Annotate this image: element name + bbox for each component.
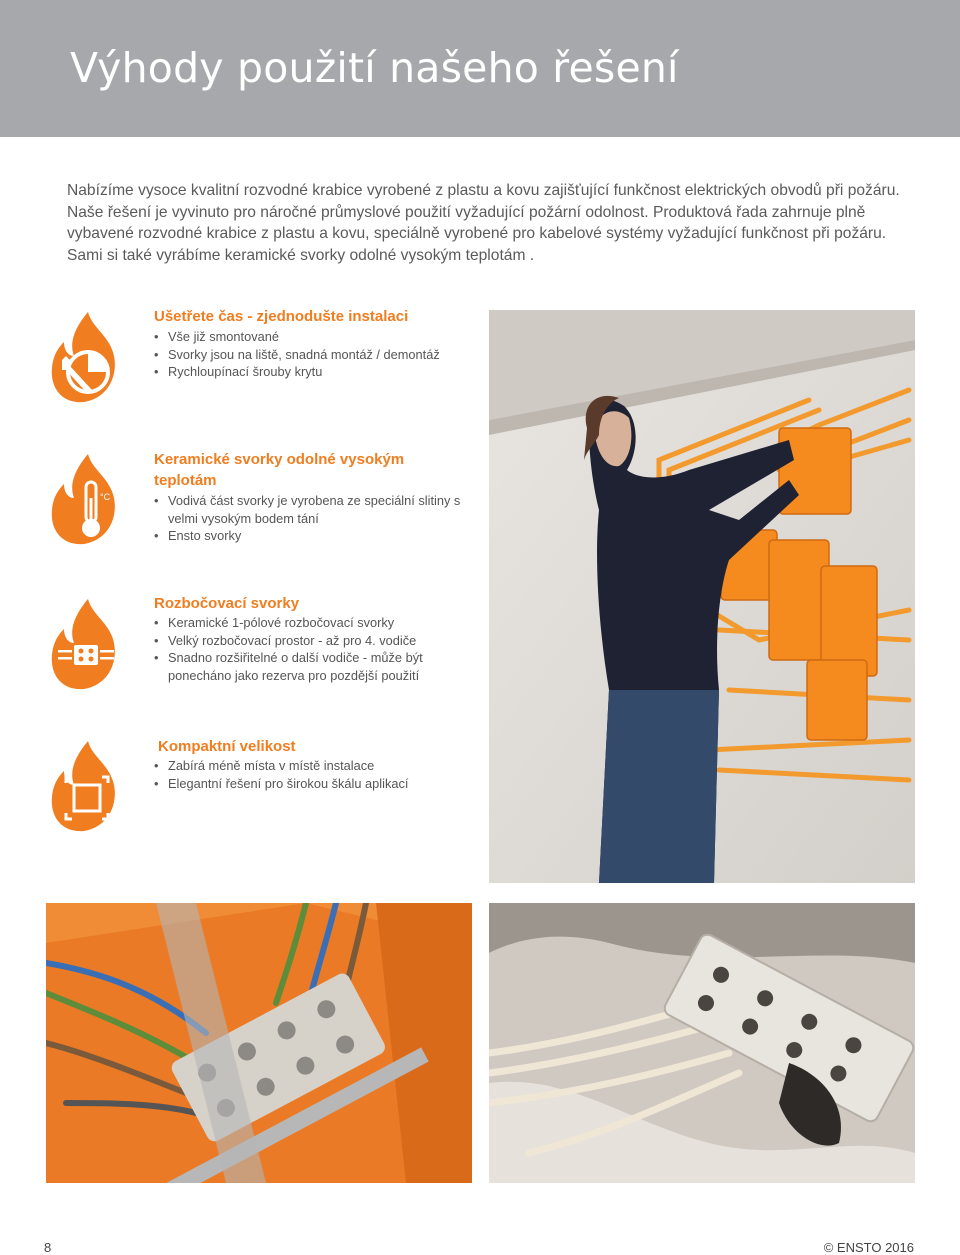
feature-bullets: [154, 614, 464, 684]
feature-bullets: [154, 328, 474, 381]
bullet-item: • Zabírá méně místa v místě instalace: [154, 757, 474, 775]
bullet-item: • Svorky jsou na liště, snadná montáž / demontáž: [154, 346, 474, 364]
terminal-icon: [48, 597, 120, 691]
bullet-item: • Ensto svorky: [154, 527, 474, 545]
feature-bullets: [154, 492, 474, 545]
page-title: Výhody použití našeho řešení: [70, 44, 679, 92]
feature-title: Kompaktní velikost: [158, 738, 296, 755]
celsius-label: °C: [100, 492, 111, 502]
bullet-item: • Vodivá část svorky je vyrobena ze speciální slitiny s velmi vysokým bodem tání: [154, 492, 474, 527]
feature-title: Rozbočovací svorky: [154, 595, 300, 612]
feature-title: Ušetřete čas - zjednodušte instalaci: [154, 308, 409, 325]
bullet-item: • Vše již smontované: [154, 328, 474, 346]
bullet-item: • Keramické 1-pólové rozbočovací svorky: [154, 614, 464, 632]
feature-title: Keramické svorky odolné vysokým teplotám: [154, 451, 405, 489]
installation-photo: [489, 310, 915, 883]
copyright-notice: © ENSTO 2016: [823, 1240, 914, 1255]
bullet-item: • Elegantní řešení pro širokou škálu aplikací: [154, 775, 474, 793]
compact-size-icon: [48, 739, 120, 833]
thermometer-icon: [48, 452, 120, 546]
intro-paragraph: Nabízíme vysoce kvalitní rozvodné krabice vyrobené z plastu a kovu zajišťující funkčnost elektrických obvodů při požáru. Naše řešení je vyvinuto pro náročné průmyslové použití vyžadující požární odolnost. Produktová řada zahrnuje plně vybavené rozvodné krabice z plastu a kovu, speciálně vyrobené pro kabelové systémy vyžadující funkčnost při požáru. Sami si také vyrábíme keramické svorky odolné vysokým teplotám .: [67, 182, 900, 264]
page-number: 8: [44, 1240, 52, 1255]
bullet-item: • Rychloupínací šrouby krytu: [154, 363, 474, 381]
feature-bullets: [154, 757, 474, 792]
bullet-item: • Velký rozbočovací prostor - až pro 4. vodiče: [154, 632, 464, 650]
title-banner: [0, 0, 960, 137]
terminal-box-photo: [46, 903, 472, 1183]
burnt-terminals-photo: [489, 903, 915, 1183]
bullet-item: • Snadno rozšiřitelné o další vodiče - může být ponecháno jako rezerva pro pozdější použití: [154, 649, 464, 684]
tools-icon: [48, 310, 120, 404]
